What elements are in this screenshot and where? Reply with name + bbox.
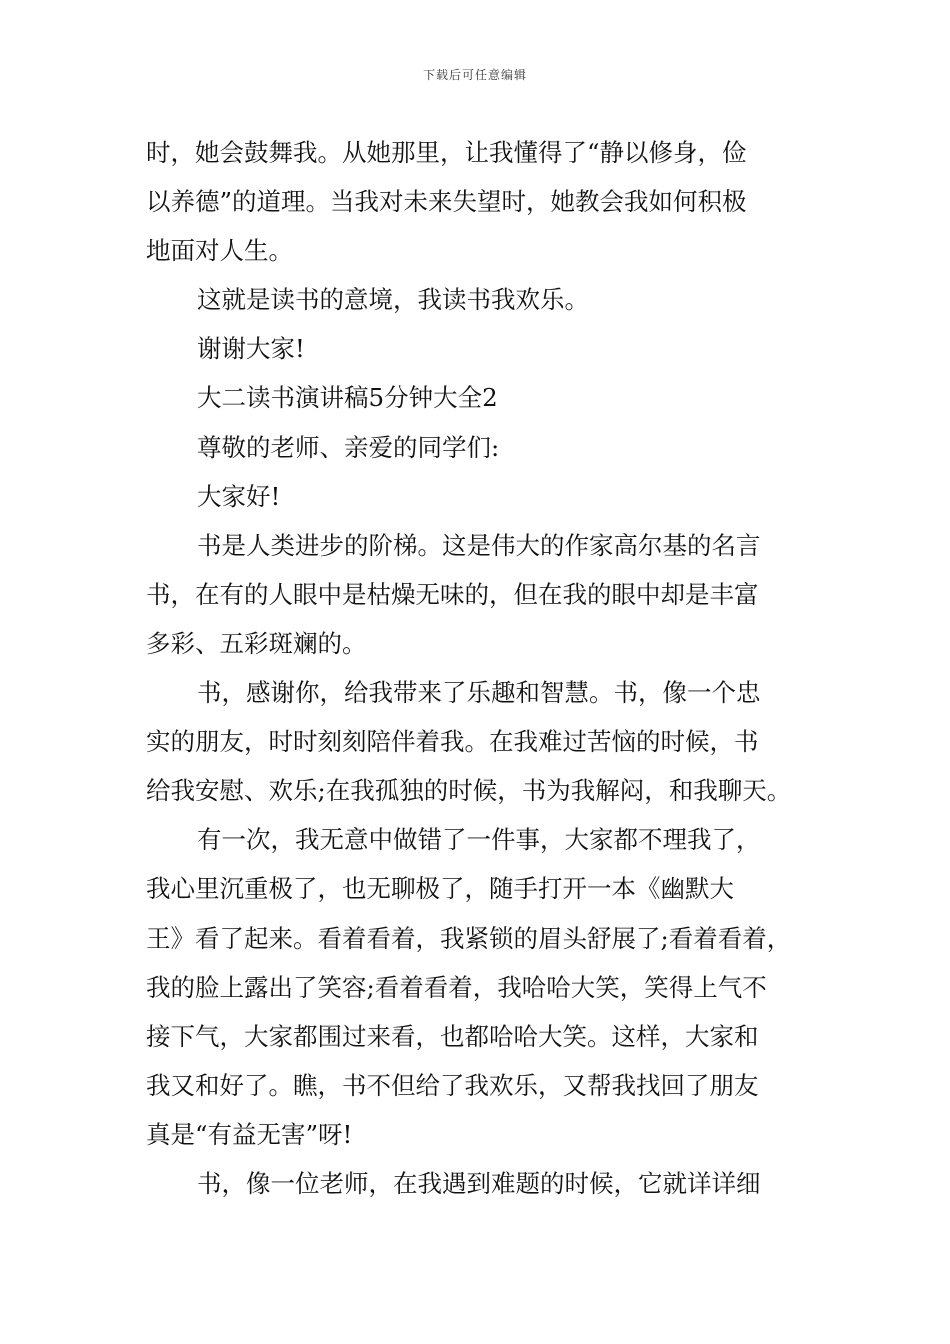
text-line: 有一次，我无意中做错了一件事，大家都不理我了，: [197, 825, 761, 855]
text-line: 以养德”的道理。当我对未来失望时，她教会我如何积极: [146, 187, 747, 217]
text-line: 接下气，大家都围过来看，也都哈哈大笑。这样，大家和: [146, 1021, 759, 1051]
text-line: 王》看了起来。看着看着，我紧锁的眉头舒展了;看着看着，: [146, 923, 792, 953]
text-line: 书，像一位老师，在我遇到难题的时候，它就详详细: [197, 1168, 761, 1198]
text-line: 我又和好了。瞧，书不但给了我欢乐，又帮我找回了朋友: [146, 1070, 759, 1100]
text-line: 书，感谢你，给我带来了乐趣和智慧。书，像一个忠: [197, 678, 761, 708]
text-line: 地面对人生。: [146, 236, 293, 266]
text-line: 谢谢大家!: [197, 334, 305, 364]
text-line: 给我安慰、欢乐;在我孤独的时候，书为我解闷，和我聊天。: [146, 776, 792, 806]
text-line: 书，在有的人眼中是枯燥无味的，但在我的眼中却是丰富: [146, 579, 759, 609]
text-line: 时，她会鼓舞我。从她那里，让我懂得了“静以修身，俭: [146, 138, 747, 167]
text-line: 这就是读书的意境，我读书我欢乐。: [197, 285, 589, 315]
text-line: 尊敬的老师、亲爱的同学们:: [197, 432, 500, 462]
text-line: 大二读书演讲稿5分钟大全2: [197, 383, 498, 413]
text-line: 我心里沉重极了，也无聊极了，随手打开一本《幽默大: [146, 874, 734, 904]
text-line: 真是“有益无害”呀!: [146, 1119, 353, 1149]
page-header: 下载后可任意编辑: [422, 68, 527, 82]
text-line: 书是人类进步的阶梯。这是伟大的作家高尔基的名言: [197, 530, 761, 560]
text-line: 实的朋友，时时刻刻陪伴着我。在我难过苦恼的时候，书: [146, 727, 759, 757]
text-line: 大家好!: [197, 481, 281, 511]
text-line: 多彩、五彩斑斓的。: [146, 628, 367, 658]
text-line: 我的脸上露出了笑容;看着看着，我哈哈大笑，笑得上气不: [146, 972, 767, 1002]
document-body: [146, 128, 826, 1208]
